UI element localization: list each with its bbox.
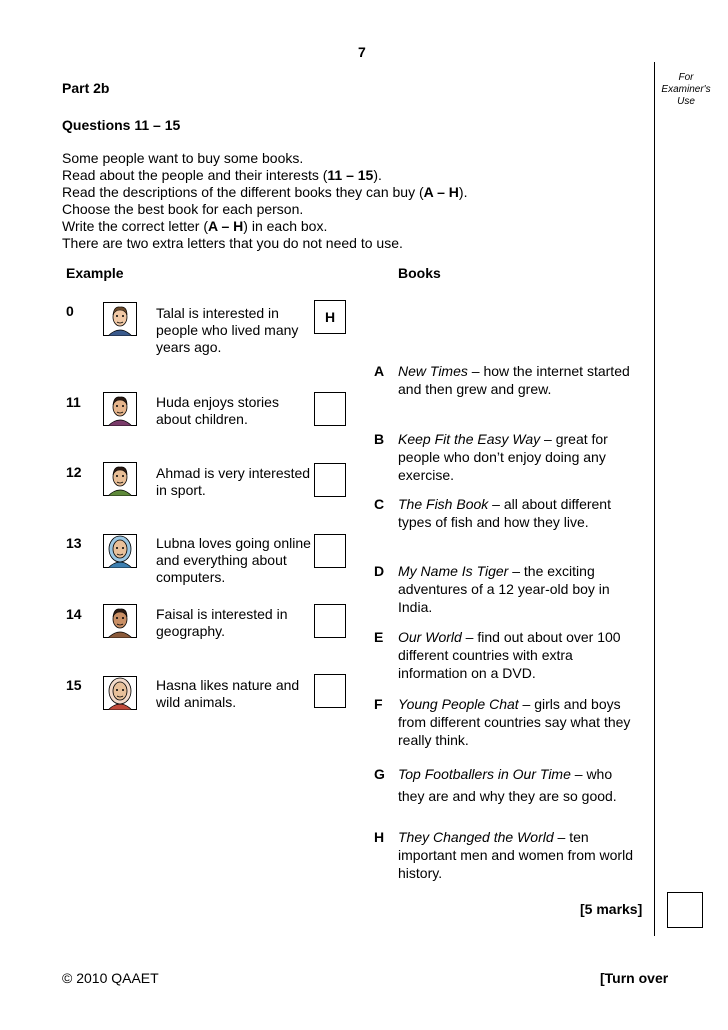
book-title: Top Footballers in Our Time — [398, 766, 571, 782]
book-title: The Fish Book — [398, 496, 489, 512]
book-title: My Name Is Tiger — [398, 563, 509, 579]
instruction-bold: 11 – 15 — [327, 167, 374, 183]
instruction-text: ). — [458, 184, 468, 200]
examiner-margin-line — [654, 62, 655, 936]
examiner-note-line: Use — [677, 96, 695, 107]
book-description — [398, 695, 634, 749]
avatar-eye — [116, 475, 118, 477]
instruction-line — [62, 235, 467, 252]
avatar-eye — [116, 689, 118, 691]
person-description: Hasna likes nature and wild animals. — [156, 677, 300, 710]
answer-box[interactable] — [314, 604, 346, 638]
example-heading: Example — [66, 265, 124, 281]
person-avatar-icon — [103, 392, 137, 426]
examiner-note-line: Examiner's — [661, 84, 711, 95]
book-letter: H — [374, 829, 385, 845]
instruction-text: Choose the best book for each person. — [62, 201, 304, 217]
instruction-text: Some people want to buy some books. — [62, 150, 304, 166]
book-summary: – ten important men and women from world history. — [398, 829, 633, 881]
question-number: 11 — [66, 394, 81, 410]
avatar-eye — [116, 405, 118, 407]
instruction-text: ). — [373, 167, 382, 183]
question-number: 0 — [66, 303, 74, 319]
book-description — [398, 628, 634, 682]
book-summary: – find out about over 100 different countries with extra information on a DVD. — [398, 629, 621, 681]
avatar-eye — [116, 547, 118, 549]
footer-copyright: © 2010 QAAET — [62, 970, 159, 986]
answer-box[interactable] — [314, 463, 346, 497]
books-heading: Books — [398, 265, 441, 281]
instruction-text: ) in each box. — [243, 218, 328, 234]
book-letter: D — [374, 563, 385, 579]
avatar-eye — [122, 689, 124, 691]
book-letter: E — [374, 629, 384, 645]
book-description — [398, 362, 634, 398]
book-description — [398, 763, 634, 807]
avatar-eye — [116, 315, 118, 317]
book-letter: A — [374, 363, 385, 379]
page-number: 7 — [358, 44, 366, 60]
question-number: 14 — [66, 606, 82, 622]
book-summary: – great for people who don’t enjoy doing any exercise. — [398, 431, 608, 483]
book-description — [398, 562, 634, 616]
avatar-eye — [116, 617, 118, 619]
book-summary: – who they are and why they are so good. — [398, 766, 617, 804]
instruction-line — [62, 184, 467, 201]
book-title: Our World — [398, 629, 462, 645]
avatar-eye — [122, 315, 124, 317]
instruction-text: Read the descriptions of the different books they can buy ( — [62, 184, 424, 200]
book-title: They Changed the World — [398, 829, 554, 845]
part-title: Part 2b — [62, 80, 110, 96]
examiner-marks-box[interactable] — [667, 892, 703, 928]
instruction-line — [62, 218, 467, 235]
book-description — [398, 828, 634, 882]
person-avatar-icon — [103, 302, 137, 336]
question-number: 12 — [66, 464, 82, 480]
book-summary: – how the internet started and then grew and grew. — [398, 363, 630, 397]
person-description: Faisal is interested in geography. — [156, 606, 288, 639]
answer-box[interactable] — [314, 674, 346, 708]
person-avatar-icon — [103, 534, 137, 568]
footer-turn-over: [Turn over — [600, 970, 669, 986]
question-number: 13 — [66, 535, 82, 551]
question-number: 15 — [66, 677, 82, 693]
person-description: Lubna loves going online and everything about computers. — [156, 535, 311, 585]
book-letter: B — [374, 431, 385, 447]
avatar-eye — [122, 547, 124, 549]
book-summary: – the exciting adventures of a 12 year-old boy in India. — [398, 563, 610, 615]
book-description — [398, 430, 634, 484]
book-title: New Times — [398, 363, 468, 379]
instructions — [62, 150, 467, 252]
examiner-note-line: For — [678, 72, 694, 83]
instruction-text: Read about the people and their interests ( — [62, 167, 328, 183]
instruction-bold: A – H — [208, 218, 244, 234]
questions-title: Questions 11 – 15 — [62, 117, 181, 133]
person-avatar-icon — [103, 676, 137, 710]
instruction-text: Write the correct letter ( — [62, 218, 209, 234]
marks-label: [5 marks] — [580, 901, 643, 917]
instruction-bold: A – H — [423, 184, 459, 200]
book-title: Young People Chat — [398, 696, 519, 712]
person-description: Huda enjoys stories about children. — [156, 394, 279, 427]
answer-box[interactable] — [314, 534, 346, 568]
book-title: Keep Fit the Easy Way — [398, 431, 541, 447]
book-description — [398, 495, 634, 531]
person-avatar-icon — [103, 462, 137, 496]
book-letter: C — [374, 496, 385, 512]
book-letter: F — [374, 696, 383, 712]
instruction-text: There are two extra letters that you do not need to use. — [62, 235, 403, 251]
answer-box[interactable]: H — [314, 300, 346, 334]
examiner-use-note — [656, 72, 716, 108]
avatar-eye — [122, 475, 124, 477]
person-description: Talal is interested in people who lived many years ago. — [156, 305, 299, 355]
person-avatar-icon — [103, 604, 137, 638]
avatar-eye — [122, 617, 124, 619]
instruction-line — [62, 150, 467, 167]
book-summary: – girls and boys from different countries say what they really think. — [398, 696, 631, 748]
book-summary: – all about different types of fish and how they live. — [398, 496, 611, 530]
instruction-line — [62, 201, 467, 218]
person-description: Ahmad is very interested in sport. — [156, 465, 311, 498]
answer-box[interactable] — [314, 392, 346, 426]
instruction-line — [62, 167, 467, 184]
avatar-eye — [122, 405, 124, 407]
book-letter: G — [374, 766, 385, 782]
